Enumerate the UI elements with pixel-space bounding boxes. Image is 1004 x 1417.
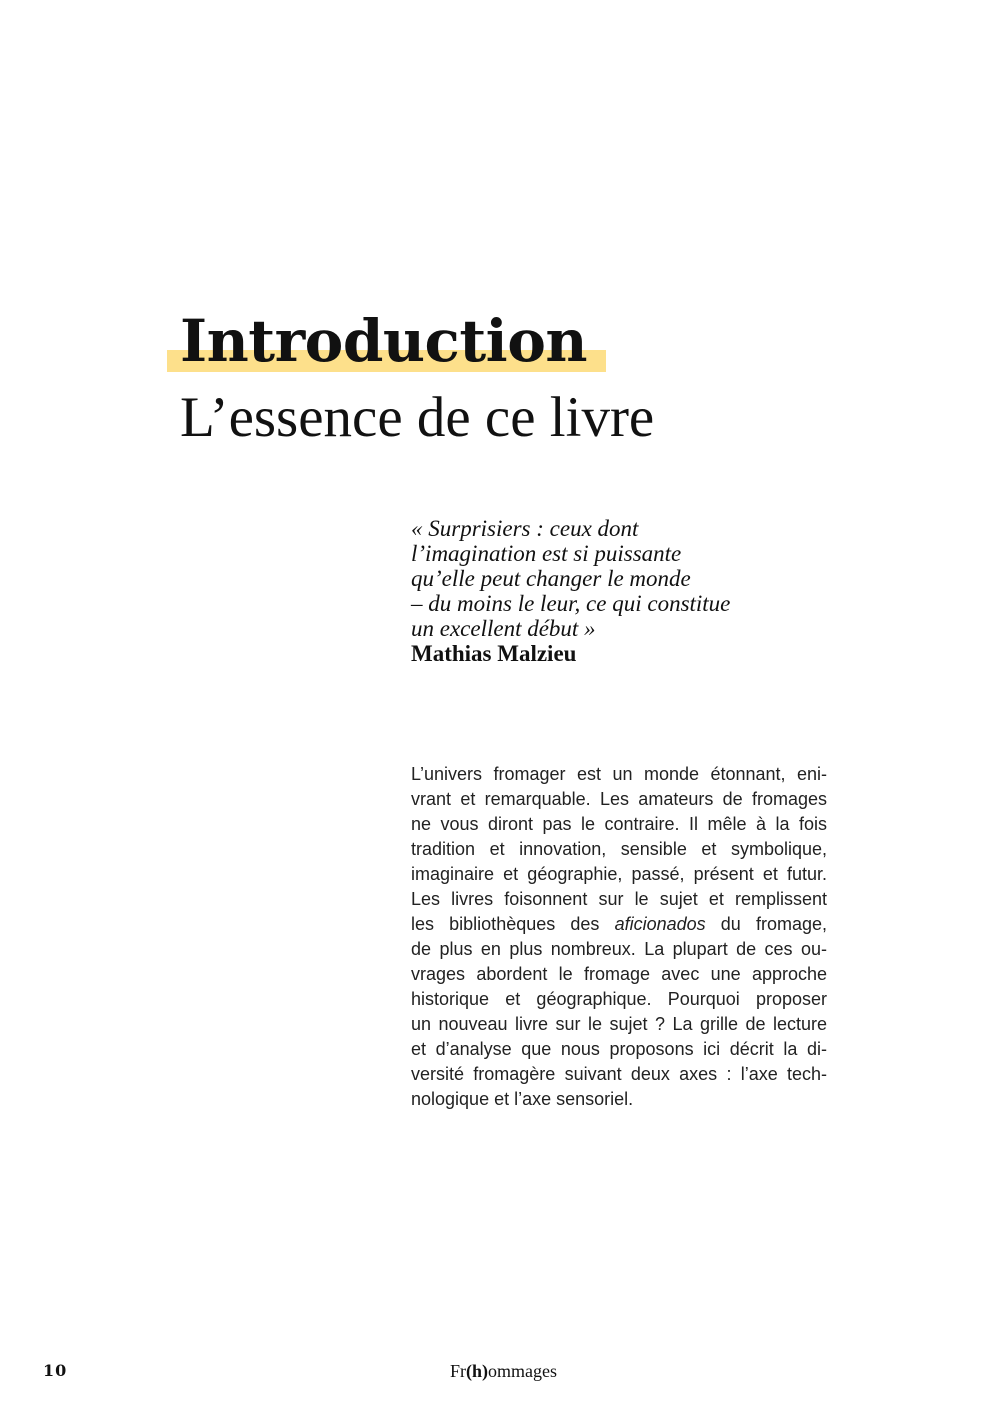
epigraph-line: un excellent début »: [411, 616, 596, 641]
body-line: nologique et l’axe sensoriel.: [411, 1089, 634, 1109]
body-line: ne vous diront pas le contraire. Il mêle à la fois: [411, 814, 827, 834]
body-line: tradition et innovation, sensible et symbolique,: [411, 839, 827, 859]
page-number: 10: [43, 1361, 68, 1380]
epigraph-line: « Surprisiers : ceux dont: [411, 516, 639, 541]
epigraph-line: qu’elle peut changer le monde: [411, 566, 691, 591]
body-line: L’univers fromager est un monde étonnant, eni-: [411, 764, 827, 784]
body-line: de plus en plus nombreux. La plupart de ces ou-: [411, 939, 827, 959]
book-title-prefix: Fr: [450, 1361, 467, 1381]
book-title-suffix: ommages: [488, 1361, 558, 1381]
running-footer-book-title: [450, 1361, 557, 1382]
title-block: [180, 306, 587, 376]
body-line: un nouveau livre sur le sujet ? La grille de lecture: [411, 1014, 827, 1034]
body-line: historique et géographique. Pourquoi proposer: [411, 989, 827, 1009]
chapter-title: Introduction: [180, 307, 588, 375]
body-paragraph: [411, 762, 827, 1112]
body-line: versité fromagère suivant deux axes : l’axe tech-: [411, 1064, 827, 1084]
chapter-subtitle: L’essence de ce livre: [180, 386, 655, 449]
body-line: vrant et remarquable. Les amateurs de fromages: [411, 789, 827, 809]
epigraph: [411, 516, 831, 666]
body-line: les bibliothèques des aficionados du fromage,: [411, 914, 827, 934]
body-line: imaginaire et géographie, passé, présent et futur.: [411, 864, 827, 884]
epigraph-line: l’imagination est si puissante: [411, 541, 682, 566]
epigraph-author: Mathias Malzieu: [411, 641, 577, 666]
body-line: Les livres foisonnent sur le sujet et remplissent: [411, 889, 827, 909]
body-line: et d’analyse que nous proposons ici décrit la di-: [411, 1039, 827, 1059]
body-line: vrages abordent le fromage avec une approche: [411, 964, 827, 984]
book-title-bold: (h): [466, 1361, 489, 1381]
epigraph-line: – du moins le leur, ce qui constitue: [411, 591, 731, 616]
